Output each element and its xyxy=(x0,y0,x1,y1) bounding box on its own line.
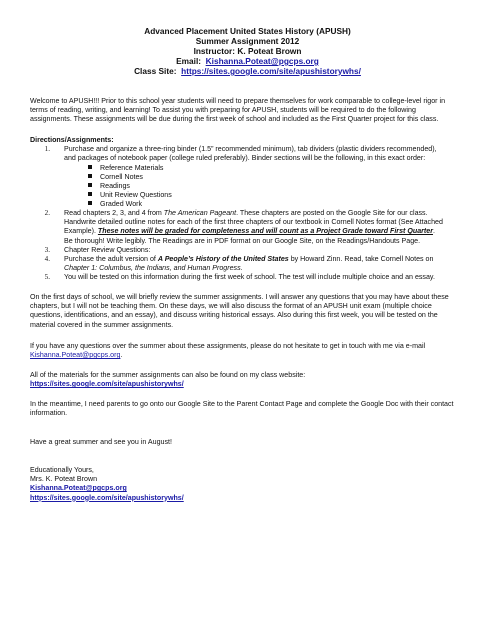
intro-paragraph xyxy=(30,97,472,125)
materials-site-link[interactable]: https://sites.google.com/site/apushistorywhs/ xyxy=(30,380,184,389)
item-text xyxy=(64,209,474,246)
item-line: Be thorough! Write legibly. The Readings are in PDF format on our Google Site, on the Readings/Handouts Page. xyxy=(64,236,421,245)
item-text-run: Purchase the adult version of xyxy=(64,255,158,263)
paragraph-line: questions, identifications, and an essay), and discuss writing historical essays. Also during this first week, you will be tested on the xyxy=(30,311,438,320)
book-title: The American Pageant xyxy=(163,209,237,217)
item-line: Chapter Review Questions: xyxy=(64,246,151,254)
binder-section-label: Readings xyxy=(100,182,130,190)
paragraph-line xyxy=(30,351,472,360)
header-site-link[interactable]: https://sites.google.com/site/apushistorywhs/ xyxy=(181,66,361,76)
chapter-title: Chapter 1: Columbus, the Indians, and Human Progress. xyxy=(64,264,243,273)
class-site-line xyxy=(0,66,495,76)
item-text-run: by Howard Zinn. Read, take Cornell Notes on xyxy=(288,255,434,263)
item-line xyxy=(64,255,474,264)
instructor-line: Instructor: K. Poteat Brown xyxy=(193,46,302,56)
bullet-icon xyxy=(88,192,92,196)
signature-email-link[interactable]: Kishanna.Poteat@pgcps.org xyxy=(30,484,127,493)
signature-site-link[interactable]: https://sites.google.com/site/apushistorywhs/ xyxy=(30,493,184,502)
item-line xyxy=(64,227,474,236)
binder-section-item xyxy=(88,191,172,200)
item-line: Handwrite detailed outline notes for each of the first three chapters of our textbook in Cornell Notes format (See Attached xyxy=(64,218,443,227)
item-line: and packages of notebook paper (college ruled preferably). Binder sections will be the following, in this exact order: xyxy=(64,154,426,163)
header-email-link[interactable]: Kishanna.Poteat@pgcps.org xyxy=(205,56,319,66)
book-title: A People’s History of the United States xyxy=(157,255,289,263)
class-site-label: Class Site: xyxy=(134,66,177,76)
binder-section-label: Cornell Notes xyxy=(100,173,143,181)
binder-section-label: Reference Materials xyxy=(100,164,164,172)
contact-email-link[interactable]: Kishanna.Poteat@pgcps.org xyxy=(30,351,121,360)
materials-paragraph xyxy=(30,371,472,389)
course-title: Advanced Placement United States History (APUSH) xyxy=(144,26,351,36)
item-line xyxy=(64,209,474,218)
paragraph-line: information. xyxy=(30,409,68,418)
paragraph-line: chapters, but I will not be teaching them. On these days, we will also discuss the format of an APUSH unit exam (multiple choice xyxy=(30,302,432,311)
bullet-icon xyxy=(88,174,92,178)
signoff: Educationally Yours, xyxy=(30,466,94,474)
item-line: You will be tested on this information during the first week of school. The test will include multiple choice and an essay. xyxy=(64,273,435,281)
item-text xyxy=(64,255,474,273)
directions-heading: Directions/Assignments: xyxy=(30,136,114,144)
paragraph-line: On the first days of school, we will briefly review the summer assignments. I will answer any questions that you may have about these xyxy=(30,293,449,301)
paragraph-line: If you have any questions over the summer about these assignments, please do not hesitate to get in touch with me via e-mail xyxy=(30,342,426,350)
parents-paragraph xyxy=(30,400,472,418)
paragraph-line: In the meantime, I need parents to go onto our Google Site to the Parent Contact Page and complete the Google Doc with their contact xyxy=(30,400,454,408)
binder-section-item xyxy=(88,173,143,182)
item-number: 2. xyxy=(44,209,50,217)
intro-line: terms of reading, writing, and learning! To assist you with preparing for APUSH, students will be required to do the following xyxy=(30,106,416,115)
binder-section-item xyxy=(88,182,130,191)
document-header xyxy=(0,26,495,76)
email-label: Email: xyxy=(176,56,202,66)
item-number: 4. xyxy=(44,255,50,263)
paragraph-text-run: . xyxy=(120,351,123,360)
item-number: 5. xyxy=(44,273,50,281)
questions-paragraph xyxy=(30,342,472,360)
first-days-paragraph xyxy=(30,293,472,330)
closing-wish: Have a great summer and see you in August! xyxy=(30,438,172,446)
binder-section-label: Graded Work xyxy=(100,200,143,208)
paragraph-line: All of the materials for the summer assignments can also be found on my class website: xyxy=(30,371,306,379)
intro-line: assignments. These assignments will be due during the first week of school and included as the First Quarter project for this class. xyxy=(30,115,439,124)
item-line: Purchase and organize a three-ring binder (1.5” recommended minimum), tab dividers (plastic dividers recommended), xyxy=(64,145,437,153)
item-text xyxy=(64,246,474,255)
item-number: 1. xyxy=(44,145,50,153)
item-text xyxy=(64,273,474,282)
item-text-run: Example). xyxy=(64,227,98,236)
intro-line: Welcome to APUSH!!! Prior to this school year students will need to prepare themselves for work comparable to college-level rigor in xyxy=(30,97,446,105)
binder-section-item xyxy=(88,200,142,209)
signature-block xyxy=(30,466,472,503)
bullet-icon xyxy=(88,183,92,187)
paragraph-line: material covered in the summer assignments. xyxy=(30,320,174,329)
email-line xyxy=(0,56,495,66)
item-text-run: . These chapters are posted on the Google Site for our class. xyxy=(236,209,428,217)
item-text-run: Read chapters 2, 3, and 4 from xyxy=(64,209,164,217)
binder-section-item xyxy=(88,164,163,173)
bullet-icon xyxy=(88,201,92,205)
bullet-icon xyxy=(88,165,92,169)
binder-section-label: Unit Review Questions xyxy=(100,191,172,199)
item-text xyxy=(64,145,474,163)
assignment-subtitle: Summer Assignment 2012 xyxy=(195,36,300,46)
item-text-run: . xyxy=(432,227,435,236)
grading-note: These notes will be graded for completeness and will count as a Project Grade toward First Quarter xyxy=(97,227,433,236)
item-number: 3. xyxy=(44,246,50,254)
signer-name: Mrs. K. Poteat Brown xyxy=(30,475,98,484)
